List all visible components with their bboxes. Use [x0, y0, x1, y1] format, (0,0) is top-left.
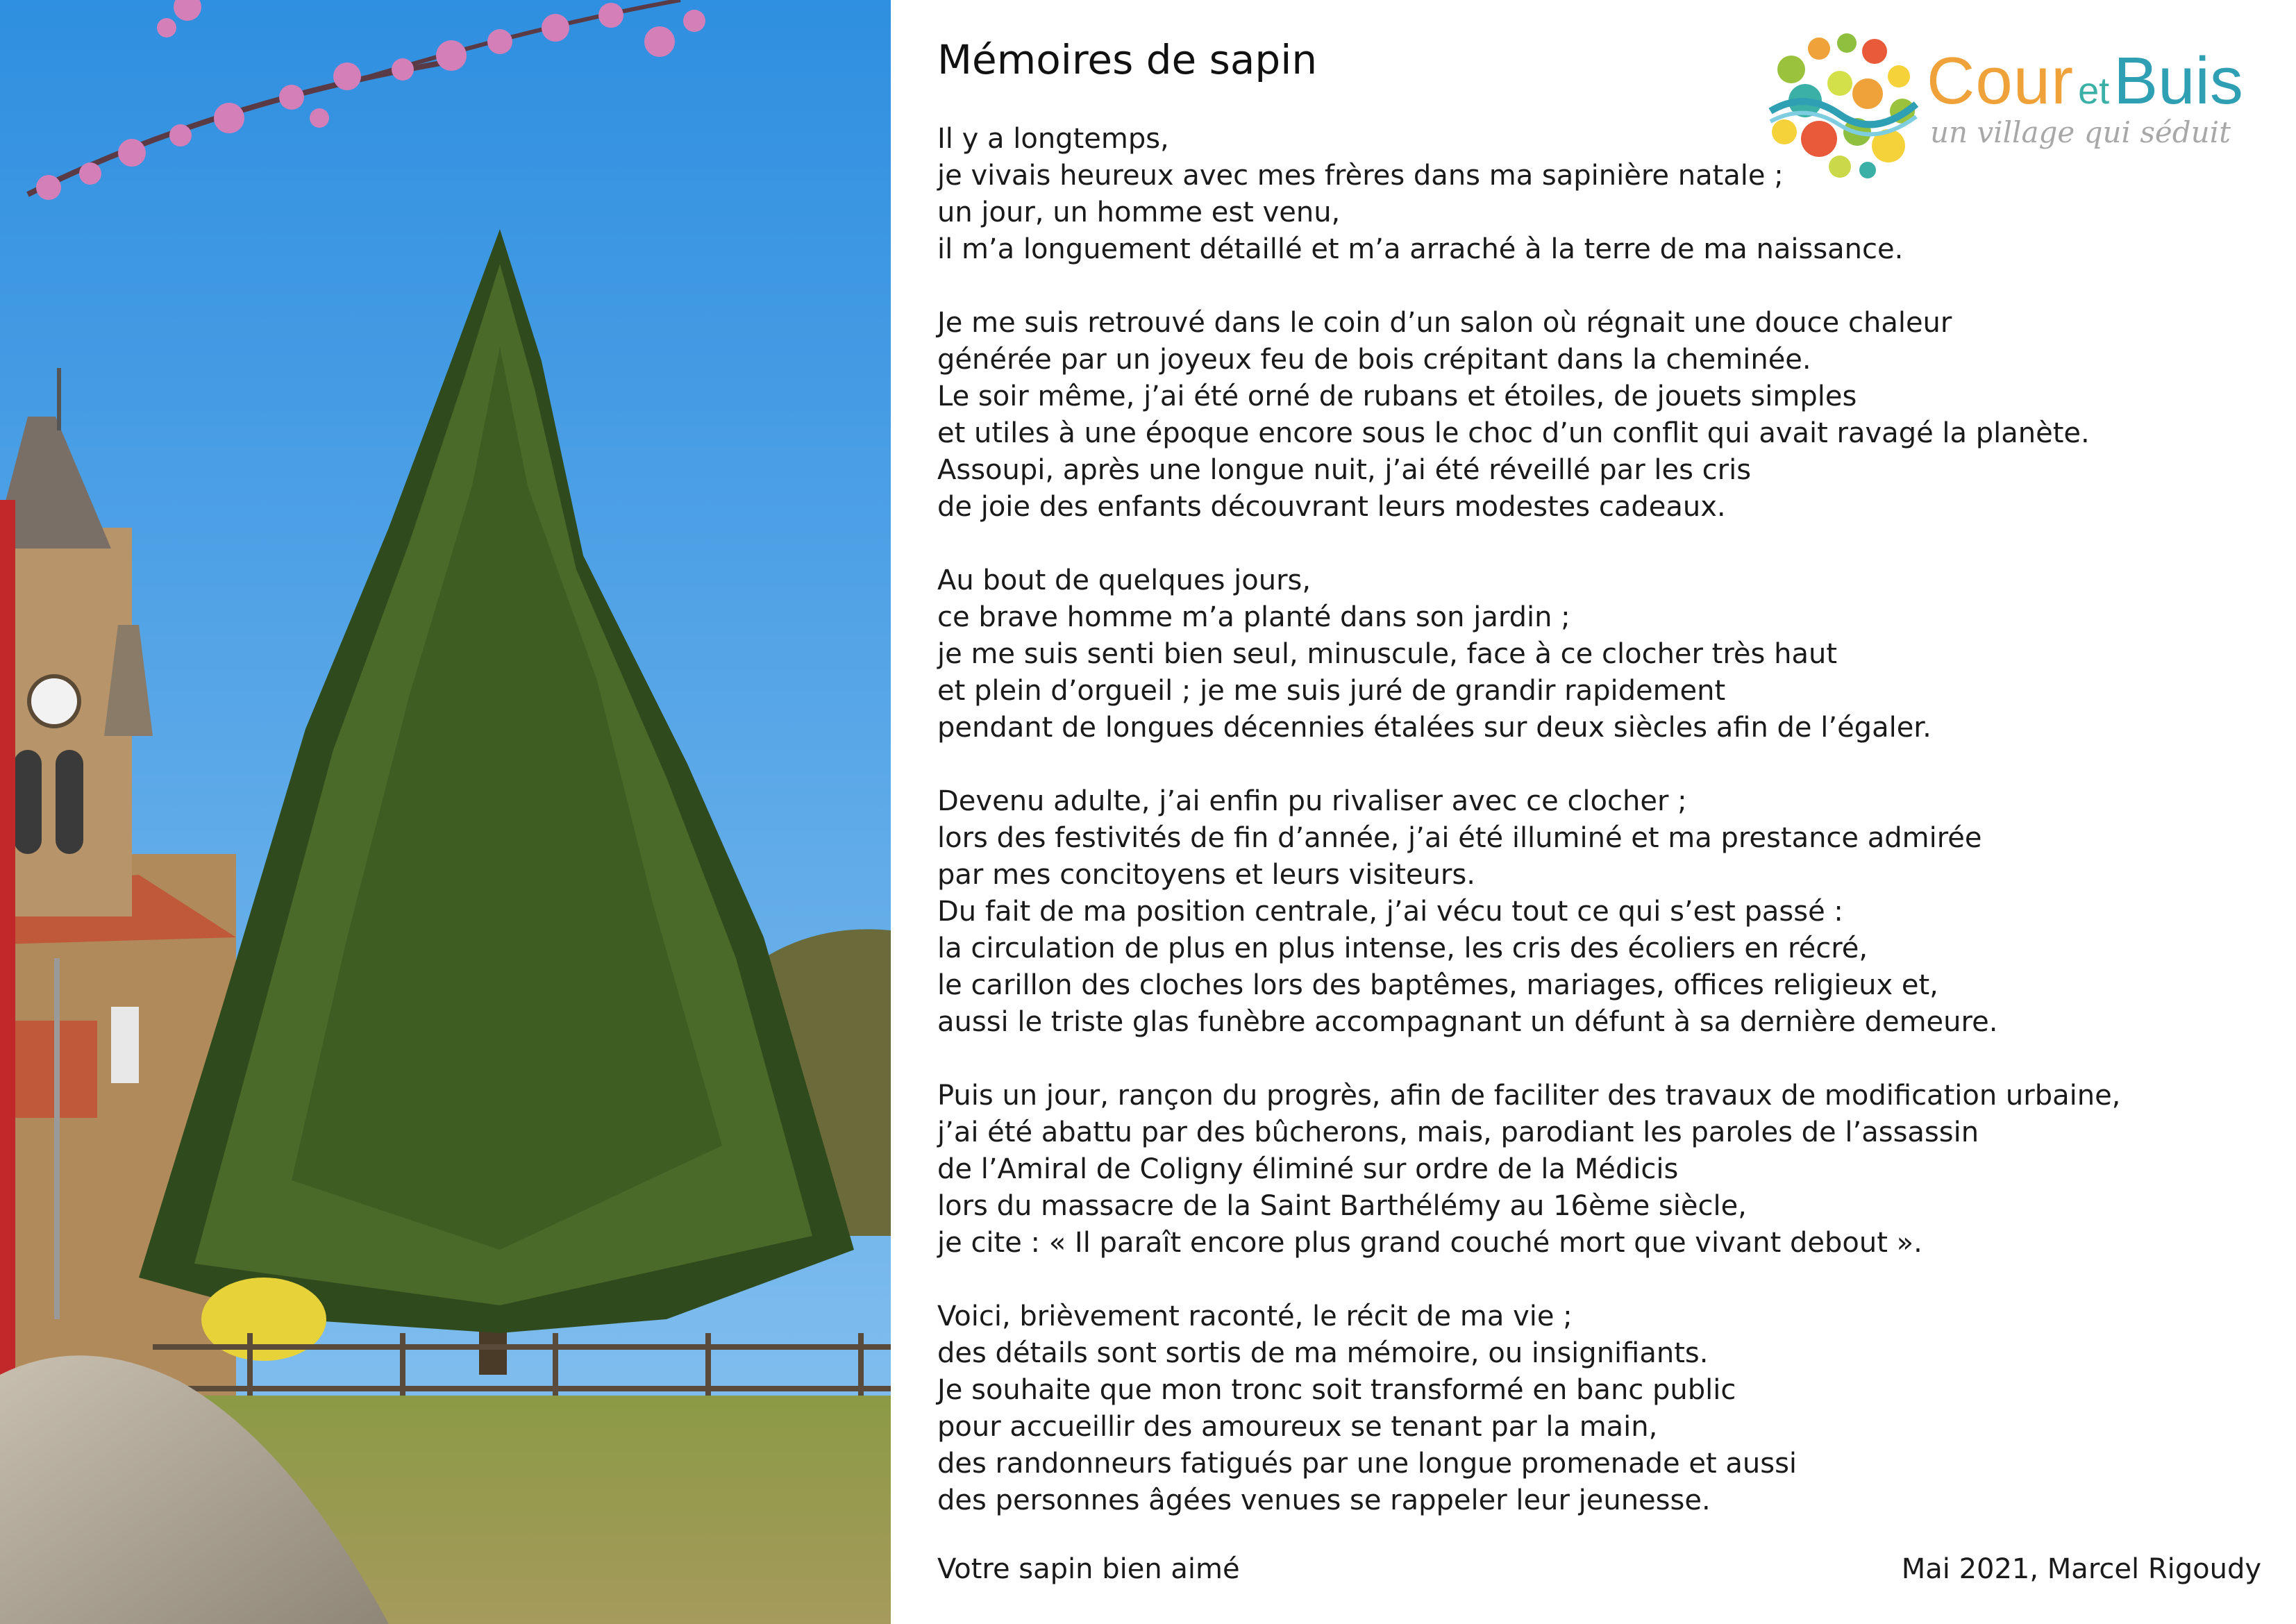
stanza-6 [937, 1298, 2256, 1519]
date-author: Mai 2021, Marcel Rigoudy [1901, 1553, 2261, 1585]
poem-line: et plein d’orgueil ; je me suis juré de grandir rapidement [937, 675, 1726, 707]
poem-line: pour accueillir des amoureux se tenant par la main, [937, 1411, 1658, 1443]
poem-line: lors du massacre de la Saint Barthélémy au 16ème siècle, [937, 1190, 1747, 1222]
poem-line: des personnes âgées venues se rappeler leur jeunesse. [937, 1484, 1711, 1516]
poem-line: le carillon des cloches lors des baptêmes, mariages, offices religieux et, [937, 969, 1938, 1001]
poem-line: des randonneurs fatigués par une longue promenade et aussi [937, 1448, 1798, 1480]
logo-word-et: et [2078, 70, 2110, 112]
poem-line: Il y a longtemps, [937, 123, 1169, 155]
poem-line: Assoupi, après une longue nuit, j’ai été réveillé par les cris [937, 454, 1752, 486]
signoff: Votre sapin bien aimé [937, 1553, 1240, 1585]
poem-line: je vivais heureux avec mes frères dans ma sapinière natale ; [937, 160, 1784, 192]
stanza-4 [937, 783, 2256, 1041]
logo-word-buis: Buis [2113, 44, 2243, 118]
poem-line: générée par un joyeux feu de bois crépitant dans la cheminée. [937, 344, 1811, 376]
poem-line: Devenu adulte, j’ai enfin pu rivaliser avec ce clocher ; [937, 785, 1687, 817]
logo-wordmark [1927, 43, 2243, 119]
poem-line: des détails sont sortis de ma mémoire, ou insignifiants. [937, 1337, 1709, 1369]
poem-line: par mes concitoyens et leurs visiteurs. [937, 859, 1475, 891]
stanza-3 [937, 562, 2256, 746]
poem-line: Voici, brièvement raconté, le récit de ma vie ; [937, 1300, 1573, 1332]
poem-line: Du fait de ma position centrale, j’ai vécu tout ce qui s’est passé : [937, 896, 1843, 928]
poem-line: Le soir même, j’ai été orné de rubans et étoiles, de jouets simples [937, 380, 1857, 412]
poem-line: aussi le triste glas funèbre accompagnant un défunt à sa dernière demeure. [937, 1006, 1998, 1038]
poem-line: Puis un jour, rançon du progrès, afin de faciliter des travaux de modification urbaine, [937, 1080, 2121, 1112]
poem-line: Au bout de quelques jours, [937, 564, 1312, 596]
poem-line: il m’a longuement détaillé et m’a arraché à la terre de ma naissance. [937, 233, 1904, 265]
fir-tree-photo [0, 0, 891, 1624]
church-clock [29, 676, 79, 726]
poem-line: un jour, un homme est venu, [937, 196, 1341, 228]
logo-word-cour: Cour [1927, 44, 2075, 118]
poem-line: Je souhaite que mon tronc soit transformé en banc public [937, 1374, 1736, 1406]
poem-title: Mémoires de sapin [937, 36, 1318, 83]
poem-line: je me suis senti bien seul, minuscule, face à ce clocher très haut [937, 638, 1837, 670]
stanza-5 [937, 1078, 2256, 1262]
poem-line: je cite : « Il paraît encore plus grand couché mort que vivant debout ». [937, 1227, 1922, 1259]
stanza-2 [937, 305, 2256, 526]
poem-line: lors des festivités de fin d’année, j’ai été illuminé et ma prestance admirée [937, 822, 1982, 854]
stanza-1 [937, 121, 2256, 268]
logo-tagline: un village qui séduit [1930, 115, 2231, 149]
poem-line: pendant de longues décennies étalées sur deux siècles afin de l’égaler. [937, 712, 1932, 744]
poem-line: de l’Amiral de Coligny éliminé sur ordre de la Médicis [937, 1153, 1679, 1185]
poem-line: Je me suis retrouvé dans le coin d’un salon où régnait une douce chaleur [937, 307, 1952, 339]
poem-line: la circulation de plus en plus intense, les cris des écoliers en récré, [937, 932, 1868, 964]
poem-body [937, 121, 2256, 1556]
poem-line: j’ai été abattu par des bûcherons, mais, parodiant les paroles de l’assassin [937, 1116, 1979, 1148]
poem-line: de joie des enfants découvrant leurs modestes cadeaux. [937, 491, 1726, 523]
poem-line: ce brave homme m’a planté dans son jardin ; [937, 601, 1570, 633]
poem-line: et utiles à une époque encore sous le choc d’un conflit qui avait ravagé la planète. [937, 417, 2090, 449]
